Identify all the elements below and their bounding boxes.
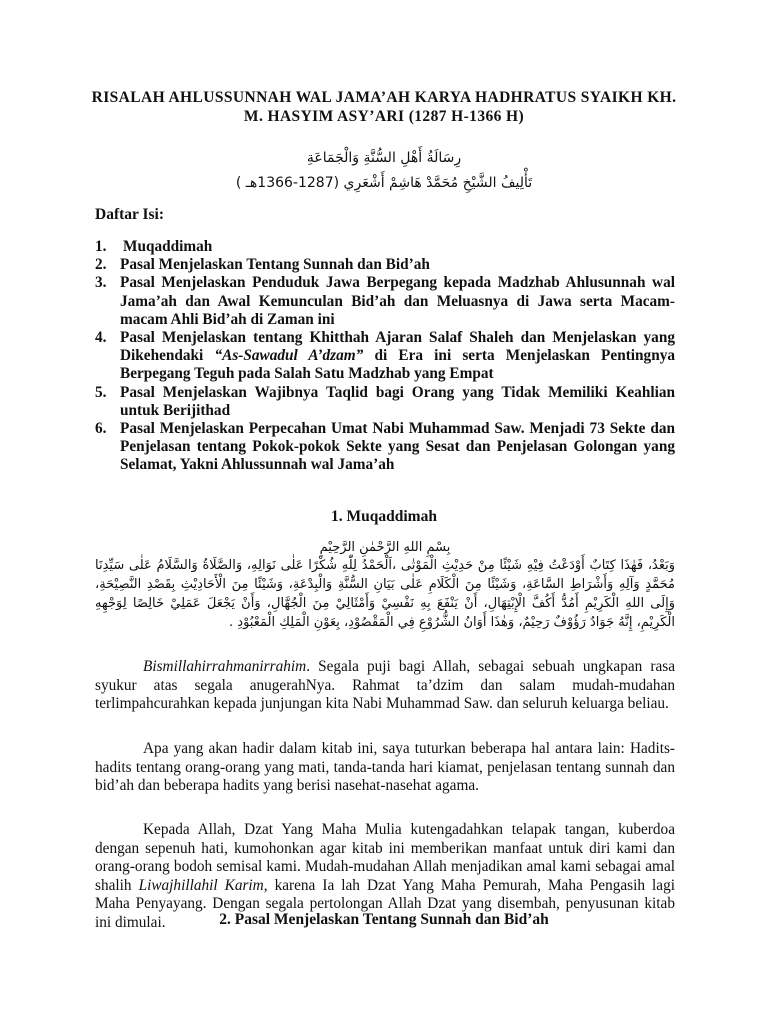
toc-item-number: 1. bbox=[95, 238, 107, 255]
toc-item-text-after: di Era ini serta Menjelaskan Pentingnya Berpegang Teguh pada Salah Satu Madzhab yang Empat bbox=[120, 347, 675, 383]
toc-item-text: Pasal Menjelaskan Wajibnya Taqlid bagi Orang yang Tidak Memiliki Keahlian untuk Berijithad bbox=[120, 383, 675, 419]
toc-item bbox=[95, 256, 675, 274]
arabic-basmala: بِسْمِ اللهِ الرَّحْمٰنِ الرَّحِيْمِ bbox=[319, 540, 451, 555]
toc-item-text-before: Pasal Menjelaskan tentang Khitthah Ajaran Salaf Shaleh dan Menjelaskan yang Dikehendaki bbox=[120, 329, 675, 365]
section-heading-muqaddimah: 1. Muqaddimah bbox=[331, 508, 437, 525]
document-title bbox=[60, 88, 708, 126]
toc-item bbox=[95, 274, 675, 329]
arabic-paragraph: وَبَعْدُ، فَهٰذَا كِتَابٌ أَوْدَعْتُ فِيْهِ شَيْئًا مِنْ حَدِيْثِ الْمَوْتٰى ،اَلْحَمْدُ لِلّٰهِ شُكْرًا عَلٰى نَوَالِهِ، وَالصَّلَاةُ وَالسَّلَامُ عَلٰى سَيِّدِنَا مُحَمَّدٍ وَآلِهِ وَأَشْرَاطِ السَّاعَةِ، وَشَيْئًا مِنَ الْكَلَامِ عَلٰى بَيَانِ السُّنَّةِ وَالْبِدْعَةِ، وَشَيْئًا مِنَ الْأَحَادِيْثِ بِقَصْدِ النَّصِيْحَةِ، وَإِلَى اللهِ الْكَرِيْمِ أَمُدُّ أَكُفَّ الْإِبْتِهَالِ، أَنْ يَنْفَعَ بِهِ نَفْسِيْ وَأَمْثَالِيْ مِنَ الْجُهَّالِ، وَأَنْ يَجْعَلَ عَمَلِيْ خَالِصًا لِوَجْهِهِ الْكَرِيْمِ، إِنَّهُ جَوَادٌ رَؤُوْفٌ رَحِيْمٌ، وَهٰذَا أَوَانُ الشُّرُوْعِ فِي الْمَقْصُوْدِ، بِعَوْنِ الْمَلِكِ الْمَعْبُوْدِ . bbox=[95, 558, 675, 630]
arabic-title bbox=[60, 146, 708, 196]
paragraph-text-after: , karena Ia lah Dzat Yang Maha Pemurah, Maha Pengasih lagi Maha Penyayang. Dengan segala pertolongan Allah Dzat yang disembah, penyusunan kitab ini dimulai. bbox=[95, 876, 675, 931]
title-line-1: RISALAH AHLUSSUNNAH WAL JAMA’AH KARYA HADHRATUS SYAIKH KH. bbox=[91, 89, 677, 106]
paragraph-opening bbox=[95, 658, 675, 714]
table-of-contents bbox=[95, 238, 675, 475]
toc-item-number: 2. bbox=[95, 256, 107, 274]
arabic-title-line-2: تَأْلِيفُ الشَّيْخِ مُحَمَّدْ هَاشِمْ أَشْعَرِي (1287-1366هـ ) bbox=[235, 175, 533, 191]
paragraph-italic-term: Bismillahirrahmanirrahim bbox=[143, 658, 307, 675]
toc-heading: Daftar Isi: bbox=[95, 206, 165, 223]
toc-item-italic-term: “As-Sawadul A’dzam” bbox=[214, 347, 364, 365]
toc-item-text: Pasal Menjelaskan Tentang Sunnah dan Bid’ah bbox=[120, 256, 430, 274]
arabic-title-line-1: رِسَالَةُ أَهْلِ السُّنَّةِ وَالْجَمَاعَةِ bbox=[306, 150, 462, 166]
title-line-2: M. HASYIM ASY’ARI (1287 H-1366 H) bbox=[243, 108, 525, 125]
paragraph-text: . Segala puji bagi Allah, sebagai sebuah ungkapan rasa syukur atas segala anugerahNya. Rahmat ta’dzim dan salam mudah-mudahan terlimpahcurahkan kepada junjungan kita Nabi Muhammad Saw. dan seluruh keluarga beliau. bbox=[95, 658, 675, 712]
toc-item-number: 5. bbox=[95, 383, 107, 401]
toc-item bbox=[95, 238, 675, 256]
toc-item bbox=[95, 420, 675, 475]
toc-item-number: 3. bbox=[95, 274, 107, 292]
toc-item bbox=[95, 329, 675, 384]
toc-item-text: Pasal Menjelaskan Perpecahan Umat Nabi Muhammad Saw. Menjadi 73 Sekte dan Penjelasan tentang Pokok-pokok Sekte yang Sesat dan Penjelasan Golongan yang Selamat, Yakni Ahlussunnah wal Jama’ah bbox=[120, 420, 675, 474]
section-heading-sunnah-bidah: 2. Pasal Menjelaskan Tentang Sunnah dan Bid’ah bbox=[219, 911, 549, 928]
toc-item-number: 6. bbox=[95, 420, 107, 438]
toc-item bbox=[95, 384, 675, 420]
toc-item-number: 4. bbox=[95, 329, 107, 347]
paragraph-italic-term: Liwajhillahil Karim bbox=[138, 876, 264, 894]
toc-item-text: Muqaddimah bbox=[123, 238, 213, 255]
paragraph-text-before: Kepada Allah, Dzat Yang Maha Mulia kutengadahkan telapak tangan, kuberdoa dengan sepenuh hati, kumohonkan agar kitab ini memberikan manfaat untuk diri kami dan orang-orang bodoh semisal kami. Mudah-mudahan Allah menjadikan amal kami sebagai amal shalih bbox=[95, 821, 675, 894]
toc-item-text: Pasal Menjelaskan Penduduk Jawa Berpegang kepada Madzhab Ahlusunnah wal Jama’ah dan Awal Kemunculan Bid’ah dan Meluasnya di Jawa serta Macam-macam Ahli Bid’ah di Zaman ini bbox=[120, 274, 675, 328]
paragraph-contents: Apa yang akan hadir dalam kitab ini, saya tuturkan beberapa hal antara lain: Hadits-hadits tentang orang-orang yang mati, tanda-tanda hari kiamat, penjelasan tentang sunnah dan bid’ah dan beberapa hadits yang berisi nasehat-nasehat agama. bbox=[95, 740, 675, 794]
